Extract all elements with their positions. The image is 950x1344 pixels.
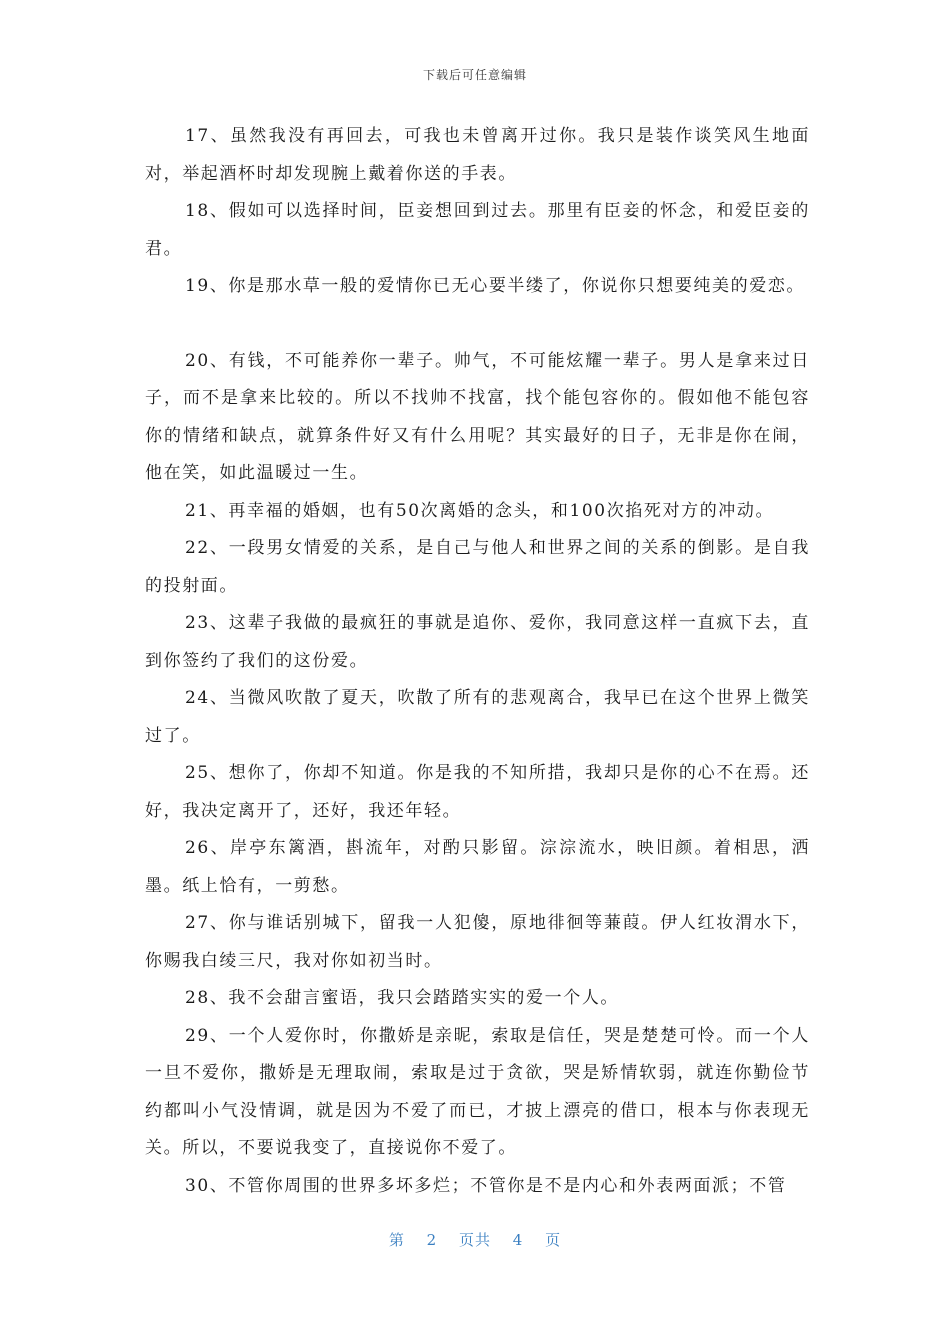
paragraph-18: 18、假如可以选择时间，臣妾想回到过去。那里有臣妾的怀念，和爱臣妾的君。 <box>145 201 810 259</box>
footer-prefix: 第 <box>388 1231 405 1249</box>
page-footer <box>0 1229 950 1250</box>
paragraph-28: 28、我不会甜言蜜语，我只会踏踏实实的爱一个人。 <box>185 988 620 1008</box>
paragraph-30: 30、不管你周围的世界多坏多烂；不管你是不是内心和外表两面派；不管 <box>185 1175 787 1196</box>
paragraph-24: 24、当微风吹散了夏天，吹散了所有的悲观离合，我早已在这个世界上微笑过了。 <box>145 688 810 746</box>
footer-middle: 页共 <box>458 1231 491 1249</box>
paragraph-23: 23、这辈子我做的最疯狂的事就是追你、爱你，我同意这样一直疯下去，直到你签约了我们的这份爱。 <box>145 613 810 671</box>
paragraph-19: 19、你是那水草一般的爱情你已无心要半缕了，你说你只想要纯美的爱恋。 <box>185 276 806 296</box>
paragraph-29: 29、一个人爱你时，你撒娇是亲昵，索取是信任，哭是楚楚可怜。而一个人一旦不爱你，撒娇是无理取闹，索取是过于贪欲，哭是矫情软弱，就连你勤俭节约都叫小气没情调，就是因为不爱了而已，才披上漂亮的借口，根本与你表现无关。所以，不要说我变了，直接说你不爱了。 <box>145 1025 810 1158</box>
paragraph-20: 20、有钱，不可能养你一辈子。帅气，不可能炫耀一辈子。男人是拿来过日子，而不是拿来比较的。所以不找帅不找富，找个能包容你的。假如他不能包容你的情绪和缺点，就算条件好又有什么用呢？其实最好的日子，无非是你在闹，他在笑，如此温暖过一生。 <box>145 350 810 483</box>
paragraph-25: 25、想你了，你却不知道。你是我的不知所措，我却只是你的心不在焉。还好，我决定离开了，还好，我还年轻。 <box>145 763 810 821</box>
paragraph-27: 27、你与谁话别城下，留我一人犯傻，原地徘徊等蒹葭。伊人红妆渭水下，你赐我白绫三尺，我对你如初当时。 <box>145 913 810 971</box>
footer-suffix: 页 <box>545 1231 562 1249</box>
paragraph-26: 26、岸亭东篱酒，斟流年，对酌只影留。淙淙流水，映旧颜。着相思，洒墨。纸上恰有，一剪愁。 <box>145 838 810 896</box>
paragraph-21: 21、再幸福的婚姻，也有50次离婚的念头，和100次掐死对方的冲动。 <box>185 500 775 521</box>
page-header: 下载后可任意编辑 <box>422 68 527 82</box>
footer-total-pages: 4 <box>512 1231 524 1249</box>
paragraph-17: 17、虽然我没有再回去，可我也未曾离开过你。我只是装作谈笑风生地面对，举起酒杯时却发现腕上戴着你送的手表。 <box>145 126 810 184</box>
footer-page-number: 2 <box>426 1231 438 1249</box>
document-body <box>145 118 810 1205</box>
paragraph-22: 22、一段男女情爱的关系，是自己与他人和世界之间的关系的倒影。是自我的投射面。 <box>145 538 810 596</box>
